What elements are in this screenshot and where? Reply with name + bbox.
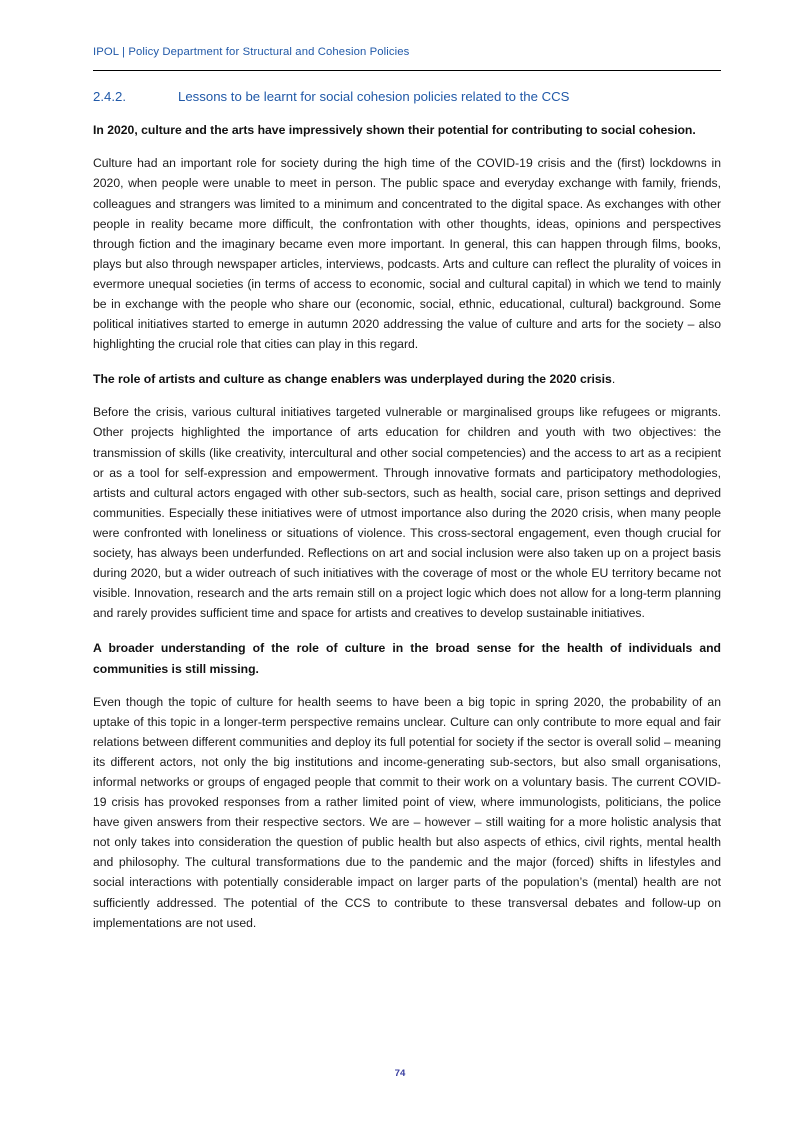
bold-lead-2-text: The role of artists and culture as change enablers was underplayed during the 2020 crisis: [93, 372, 612, 387]
bold-lead-paragraph-1: In 2020, culture and the arts have impressively shown their potential for contributing to social cohesion.: [93, 123, 696, 138]
header-divider: [93, 70, 721, 71]
body-paragraph-2: Before the crisis, various cultural initiatives targeted vulnerable or marginalised groups like refugees or migrants. Other projects highlighted the importance of arts education for children and youth with two objectives: the transmission of skills (like creativity, intercultural and other social competencies) and the access to art as a recipient or as a tool for self-expression and empowerment. Through innovative formats and participatory methodologies, artists and cultural actors engaged with other sub-sectors, such as health, social care, prison settings and deprived communities. Especially these initiatives were of utmost importance also during the 2020 crisis, when many people were confronted with loneliness or situations of violence. This cross-sectoral engagement, even though crucial for society, has always been underfunded. Reflections on art and social inclusion were also taken up on a project basis during 2020, but a wider outreach of such initiatives with the coverage of most or the whole EU territory became not visible. Innovation, research and the arts remain still on a project logic which does not allow for a long-term planning and rarely provides sufficient time and space for artists and creatives to develop sustainable initiatives.: [93, 405, 721, 621]
bold-lead-paragraph-2: [93, 369, 721, 389]
running-header: IPOL | Policy Department for Structural and Cohesion Policies: [93, 46, 410, 58]
page-number: 74: [394, 1068, 406, 1079]
section-number: 2.4.2.: [93, 89, 126, 105]
bold-lead-paragraph-3: A broader understanding of the role of culture in the broad sense for the health of individuals and communities is still missing.: [93, 641, 721, 676]
section-title: Lessons to be learnt for social cohesion policies related to the CCS: [178, 89, 570, 105]
page-content: [93, 45, 721, 933]
bold-lead-2-period: .: [611, 372, 616, 387]
section-heading: [93, 88, 721, 105]
body-paragraph-3: Even though the topic of culture for health seems to have been a big topic in spring 2020, the probability of an uptake of this topic in a longer-term perspective remains unclear. Culture can only contribute to more equal and fair relations between different communities and deploy its full potential for society if the sector is overall solid – meaning its different actors, not only the big institutions and income-generating sub-sectors, but also small organisations, informal networks or groups of engaged people that commit to their work on a voluntary basis. The current COVID-19 crisis has provoked responses from a rather limited point of view, where immunologists, politicians, the police have given answers from their respective sectors. We are – however – still waiting for a more holistic analysis that not only takes into consideration the question of public health but also aspects of ethics, civil rights, mental health and philosophy. The cultural transformations due to the pandemic and the major (forced) shifts in lifestyles and social interactions with potentially considerable impact on larger parts of the population’s (mental) health are not sufficiently addressed. The potential of the CCS to contribute to these transversal debates and follow-up on implementations are not used.: [93, 694, 721, 930]
body-paragraph-1: Culture had an important role for society during the high time of the COVID-19 crisis and the (first) lockdowns in 2020, when people were unable to meet in person. The public space and everyday exchange with family, friends, colleagues and strangers was limited to a minimum and concentrated to the digital space. As exchanges with other people in reality became more difficult, the confrontation with other thoughts, ideas, opinions and perspectives through fiction and the imaginary became even more important. In general, this can happen through films, books, plays but also through newspaper articles, interviews, podcasts. Arts and culture can reflect the plurality of voices in evermore unequal societies (in terms of access to economic, social and cultural capital) in which we tend to mainly be in exchange with the people who share our (economic, social, ethnic, educational, cultural) background. Some political initiatives started to emerge in autumn 2020 addressing the value of culture and arts for the society – also highlighting the crucial role that cities can play in this regard.: [93, 156, 721, 352]
